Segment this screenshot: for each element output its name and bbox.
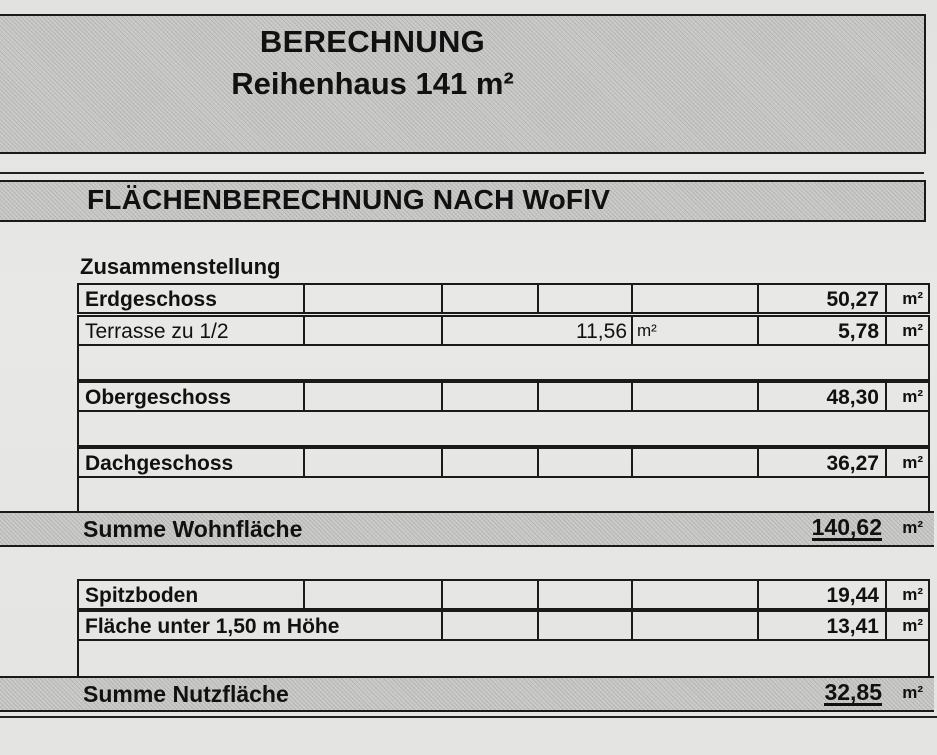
- row-unit: m²: [902, 453, 923, 472]
- table-row-dachgeschoss: [77, 447, 930, 478]
- row-unit: m²: [902, 585, 923, 604]
- row-value: 13,41: [826, 615, 879, 638]
- table-row-flaeche-unter: [77, 610, 930, 641]
- sum-nutzflaeche-value: 32,85: [824, 679, 882, 705]
- document-subtitle: Reihenhaus 141 m²: [231, 66, 514, 101]
- spacer-row: [77, 412, 930, 447]
- section-heading: FLÄCHENBERECHNUNG NACH WoFlV: [87, 184, 611, 215]
- spacer-row: [77, 641, 930, 676]
- table-row-spitzboden: [77, 579, 930, 610]
- row-subvalue: 11,56: [576, 320, 627, 343]
- row-label: Erdgeschoss: [85, 288, 217, 311]
- row-label: Spitzboden: [85, 584, 199, 607]
- row-label: Obergeschoss: [85, 386, 231, 409]
- row-unit: m²: [902, 616, 923, 635]
- spacer-row: [77, 478, 930, 512]
- table-row-terrasse: [77, 315, 930, 346]
- row-value: 50,27: [826, 288, 879, 311]
- sum-nutzflaeche-label: Summe Nutzfläche: [83, 681, 289, 707]
- spacer-row: [77, 346, 930, 381]
- document-title: BERECHNUNG: [259, 24, 486, 59]
- row-subunit: m²: [637, 321, 657, 340]
- row-label: Dachgeschoss: [85, 452, 234, 475]
- row-label: Terrasse zu 1/2: [85, 320, 229, 343]
- row-value: 36,27: [826, 452, 879, 475]
- row-value: 19,44: [826, 584, 879, 607]
- sum-wohnflaeche-label: Summe Wohnfläche: [83, 516, 303, 542]
- row-unit: m²: [902, 321, 923, 340]
- table-row-erdgeschoss: [77, 283, 930, 314]
- bottom-line: [0, 716, 937, 718]
- row-unit: m²: [902, 289, 923, 308]
- row-value: 5,78: [838, 320, 879, 343]
- sum-wohnflaeche-unit: m²: [902, 518, 923, 537]
- table-row-obergeschoss: [77, 381, 930, 412]
- row-label: Fläche unter 1,50 m Höhe: [85, 615, 340, 638]
- summary-heading: Zusammenstellung: [80, 254, 281, 279]
- row-value: 48,30: [826, 386, 879, 409]
- row-unit: m²: [902, 387, 923, 406]
- separator-line: [0, 172, 924, 174]
- sum-wohnflaeche-value: 140,62: [811, 514, 882, 540]
- sum-nutzflaeche-unit: m²: [902, 683, 923, 702]
